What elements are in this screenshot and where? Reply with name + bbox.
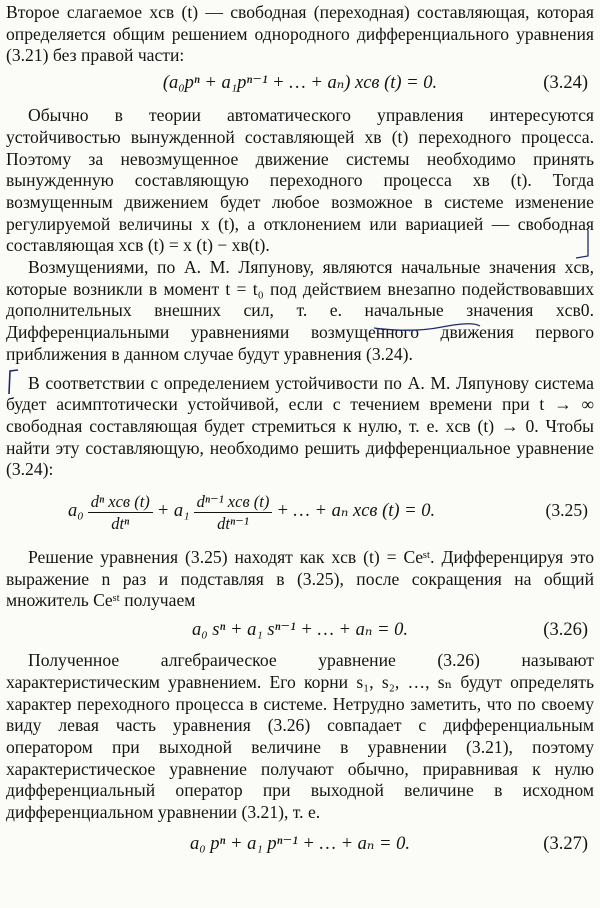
equation-3-25-number: (3.25): [545, 500, 588, 521]
equation-3-27-formula: a₀ pⁿ + a₁ pⁿ⁻¹ + … + aₙ = 0.: [189, 833, 411, 854]
eq25-fraction-nth-derivative: [88, 492, 153, 533]
equation-3-27-number: (3.27): [543, 833, 588, 854]
eq25-denominator-1: dtⁿ: [111, 513, 130, 533]
paragraph-lyapunov-perturbations: Возмущениями, по А. М. Ляпунову, являются начальные значения xсв, которые возникли в момент t = t₀ под действием внезапно подействовавших дополнительных внешних сил, т. е. начальные значения xсв0. Дифференциальными уравнениями возмущенного движения первого приближения в данном случае будут уравнения (3.24).: [6, 257, 594, 364]
paragraph-forced-component: Обычно в теории автоматического управления интересуются устойчивостью вынужденной составляющей xв (t) переходного процесса. Поэтому за невозмущенное движение системы необходимо принять вынужденную составляющую переходного процесса xв (t). Тогда возмущенным движением будет любое возможное в системе изменение регулируемой величины x (t), а отклонением или вариацией — свободная составляющая xсв (t) = x (t) − xв(t).: [6, 105, 594, 256]
equation-3-24-formula: (a₀pⁿ + a₁pⁿ⁻¹ + … + aₙ) xсв (t) = 0.: [162, 73, 438, 94]
eq25-fraction-n-minus-1-derivative: [194, 492, 273, 533]
paragraph-free-component: Второе слагаемое xсв (t) — свободная (переходная) составляющая, которая определяется общим решением однородного дифференциального уравнения (3.21) без правой части:: [6, 2, 594, 66]
eq25-coef-a0: a₀: [68, 501, 84, 522]
eq25-remaining-terms: + … + aₙ xсв (t) = 0.: [276, 501, 436, 522]
equation-3-25-body: [68, 483, 435, 541]
equation-3-26-formula: a₀ sⁿ + a₁ sⁿ⁻¹ + … + aₙ = 0.: [192, 620, 408, 641]
eq25-numerator-1: dⁿ xсв (t): [88, 492, 153, 513]
equation-3-26: [6, 614, 594, 646]
eq25-numerator-2: dⁿ⁻¹ xсв (t): [194, 492, 273, 513]
equation-3-24: [6, 68, 594, 98]
eq25-denominator-2: dtⁿ⁻¹: [217, 513, 249, 533]
equation-3-27: [6, 828, 594, 860]
eq25-plus-a1: + a₁: [156, 501, 190, 522]
paragraph-characteristic-equation: Полученное алгебраическое уравнение (3.26) называют характеристическим уравнением. Его корни s₁, s₂, …, sₙ будут определять характер переходного процесса в системе. Нетрудно заметить, что по своему виду левая часть уравнения (3.26) совпадает с дифференциальным оператором при выходной величине в уравнении (3.21), поэтому характеристическое уравнение получают обычно, приравнивая к нулю дифференциальный оператор при выходной величине в исходном дифференциальном уравнении (3.21), т. е.: [6, 650, 594, 823]
equation-3-24-number: (3.24): [543, 73, 588, 94]
equation-3-26-number: (3.26): [543, 620, 588, 641]
paragraph-asymptotic-stability: В соответствии с определением устойчивости по А. М. Ляпунову система будет асимптотически устойчивой, если с течением времени при t → ∞ свободная составляющая будет стремиться к нулю, т. е. xсв (t) → 0. Чтобы найти эту составляющую, необходимо решить дифференциальное уравнение (3.24):: [6, 372, 594, 480]
equation-3-25: [6, 483, 594, 541]
paragraph-solution-form: Решение уравнения (3.25) находят как xсв (t) = Ceˢᵗ. Дифференцируя это выражение n раз и подставляя в (3.25), после сокращения на общий множитель Ceˢᵗ получаем: [6, 547, 594, 611]
